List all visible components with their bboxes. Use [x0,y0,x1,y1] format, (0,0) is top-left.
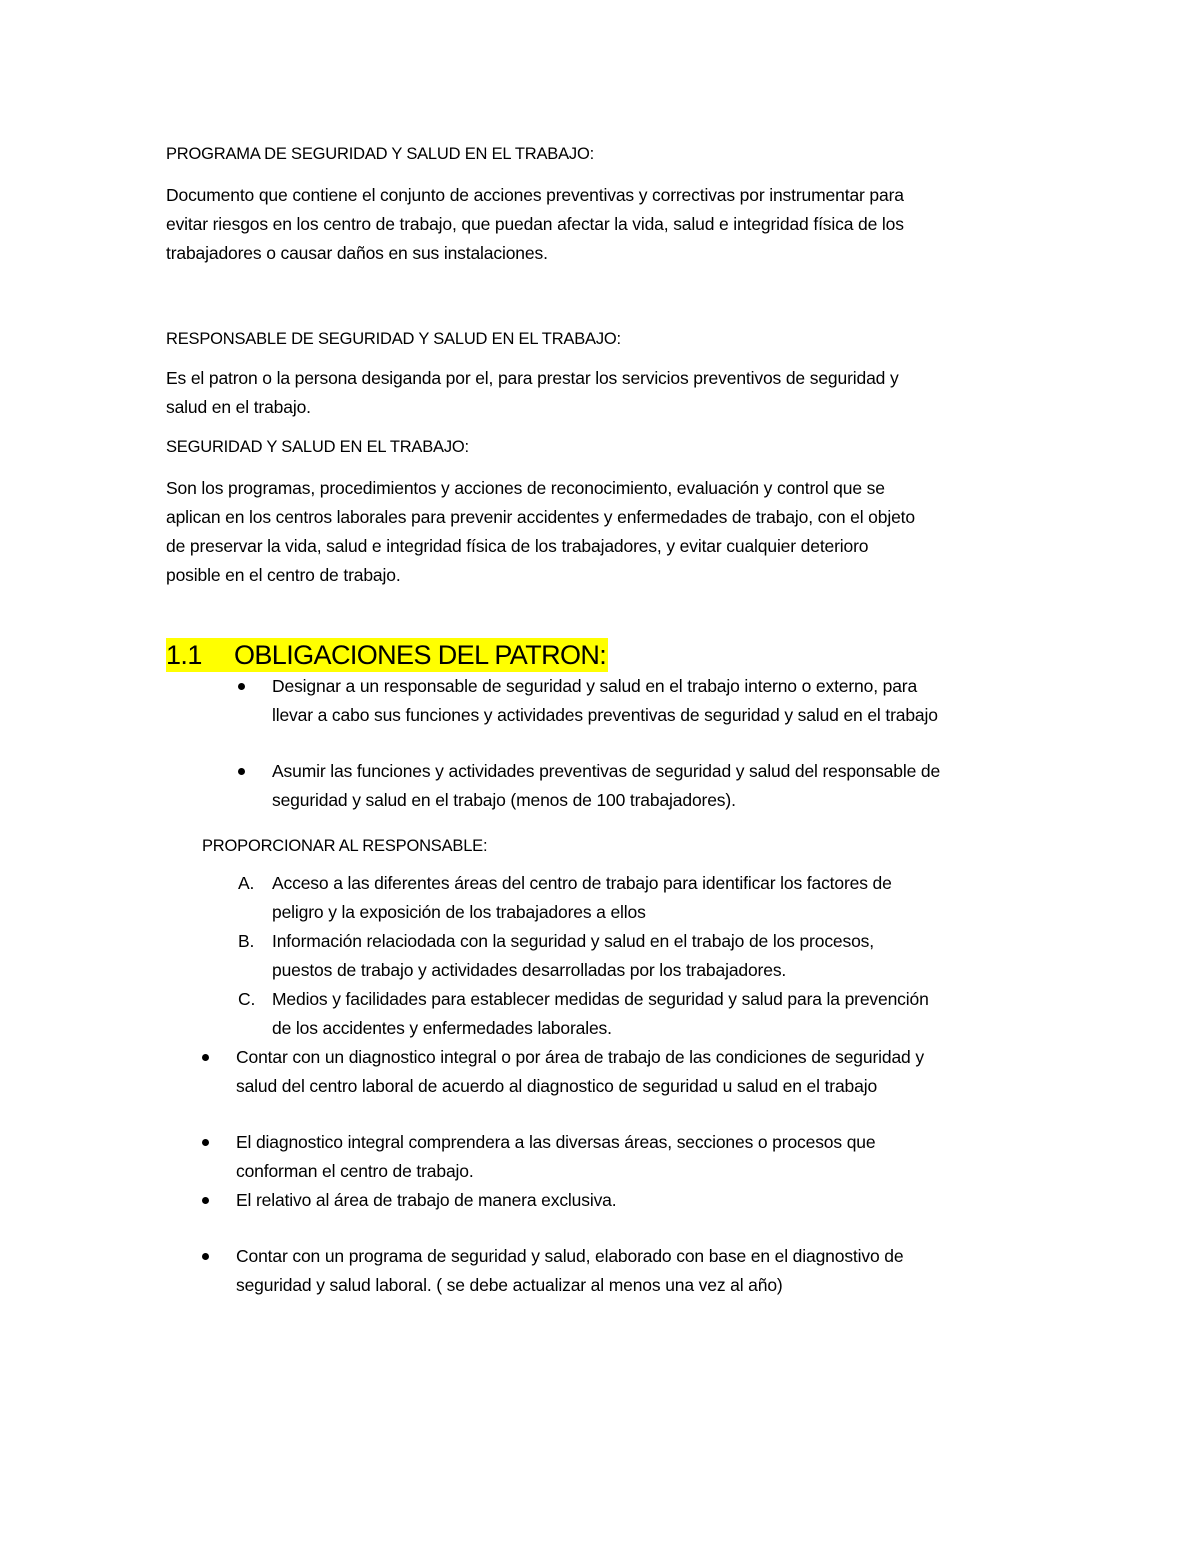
bullet-icon [238,768,245,775]
list-item [166,1186,1046,1215]
bullet-icon [202,1054,209,1061]
list-item-line: El diagnostico integral comprendera a las diversas áreas, secciones o procesos que [236,1132,876,1152]
list-marker: A. [238,873,255,893]
bullet-icon [202,1197,209,1204]
list-item-line: de los accidentes y enfermedades laborales. [272,1018,612,1038]
list-item [166,1242,1046,1300]
section-title-programa: PROGRAMA DE SEGURIDAD Y SALUD EN EL TRABAJO: [166,145,594,163]
paragraph-line: aplican en los centros laborales para prevenir accidentes y enfermedades de trabajo, con el objeto [166,507,915,527]
paragraph-line: salud en el trabajo. [166,397,311,417]
section-title-seguridad: SEGURIDAD Y SALUD EN EL TRABAJO: [166,438,469,456]
list-item-line: Acceso a las diferentes áreas del centro de trabajo para identificar los factores de [272,873,892,893]
paragraph-programa [166,181,1046,268]
list-item-line: seguridad y salud laboral. ( se debe actualizar al menos una vez al año) [236,1275,783,1295]
paragraph-seguridad [166,474,1046,590]
section-title-responsable: RESPONSABLE DE SEGURIDAD Y SALUD EN EL TRABAJO: [166,330,621,348]
document-body [166,143,1046,1300]
bullet-icon [202,1139,209,1146]
paragraph-line: de preservar la vida, salud e integridad física de los trabajadores, y evitar cualquier deterioro [166,536,869,556]
heading-obligaciones [166,638,1046,672]
list-item-line: salud del centro laboral de acuerdo al diagnostico de seguridad u salud en el trabajo [236,1076,878,1096]
heading-number: 1.1 [166,640,202,670]
list-item-line: conforman el centro de trabajo. [236,1161,474,1181]
bullet-icon [238,683,245,690]
list-item [166,985,1046,1043]
list-item-line: peligro y la exposición de los trabajadores a ellos [272,902,646,922]
bullet-list-diagnostico [166,1043,1046,1300]
list-item [166,927,1046,985]
list-item [166,757,1046,815]
bullet-list-obligaciones [166,672,1046,815]
paragraph-responsable [166,364,1046,422]
heading-text: OBLIGACIONES DEL PATRON: [234,640,607,670]
list-marker: C. [238,989,256,1009]
list-item-line: seguridad y salud en el trabajo (menos de 100 trabajadores). [272,790,736,810]
list-item-line: Contar con un programa de seguridad y salud, elaborado con base en el diagnostivo de [236,1246,904,1266]
list-item-line: Medios y facilidades para establecer medidas de seguridad y salud para la prevención [272,989,929,1009]
list-item-line: Designar a un responsable de seguridad y salud en el trabajo interno o externo, para [272,676,918,696]
list-item-line: llevar a cabo sus funciones y actividades preventivas de seguridad y salud en el trabajo [272,705,938,725]
paragraph-line: Documento que contiene el conjunto de acciones preventivas y correctivas por instrumentar para [166,185,904,205]
list-item-line: Información relaciodada con la seguridad y salud en el trabajo de los procesos, [272,931,874,951]
paragraph-line: Es el patron o la persona desiganda por el, para prestar los servicios preventivos de seguridad y [166,368,899,388]
highlighted-heading [166,638,608,672]
paragraph-line: trabajadores o causar daños en sus instalaciones. [166,243,548,263]
list-marker: B. [238,931,255,951]
subsection-title-proporcionar: PROPORCIONAR AL RESPONSABLE: [202,837,488,855]
list-item [166,1128,1046,1186]
list-item [166,1043,1046,1101]
paragraph-line: posible en el centro de trabajo. [166,565,401,585]
paragraph-line: evitar riesgos en los centro de trabajo, que puedan afectar la vida, salud e integridad física de los [166,214,904,234]
list-item [166,869,1046,927]
list-item-line: Contar con un diagnostico integral o por área de trabajo de las condiciones de seguridad y [236,1047,924,1067]
lettered-list-proporcionar [166,869,1046,1043]
list-item-line: Asumir las funciones y actividades preventivas de seguridad y salud del responsable de [272,761,941,781]
paragraph-line: Son los programas, procedimientos y acciones de reconocimiento, evaluación y control que se [166,478,885,498]
list-item-line: El relativo al área de trabajo de manera exclusiva. [236,1190,617,1210]
list-item-line: puestos de trabajo y actividades desarrolladas por los trabajadores. [272,960,787,980]
bullet-icon [202,1253,209,1260]
list-item [166,672,1046,730]
